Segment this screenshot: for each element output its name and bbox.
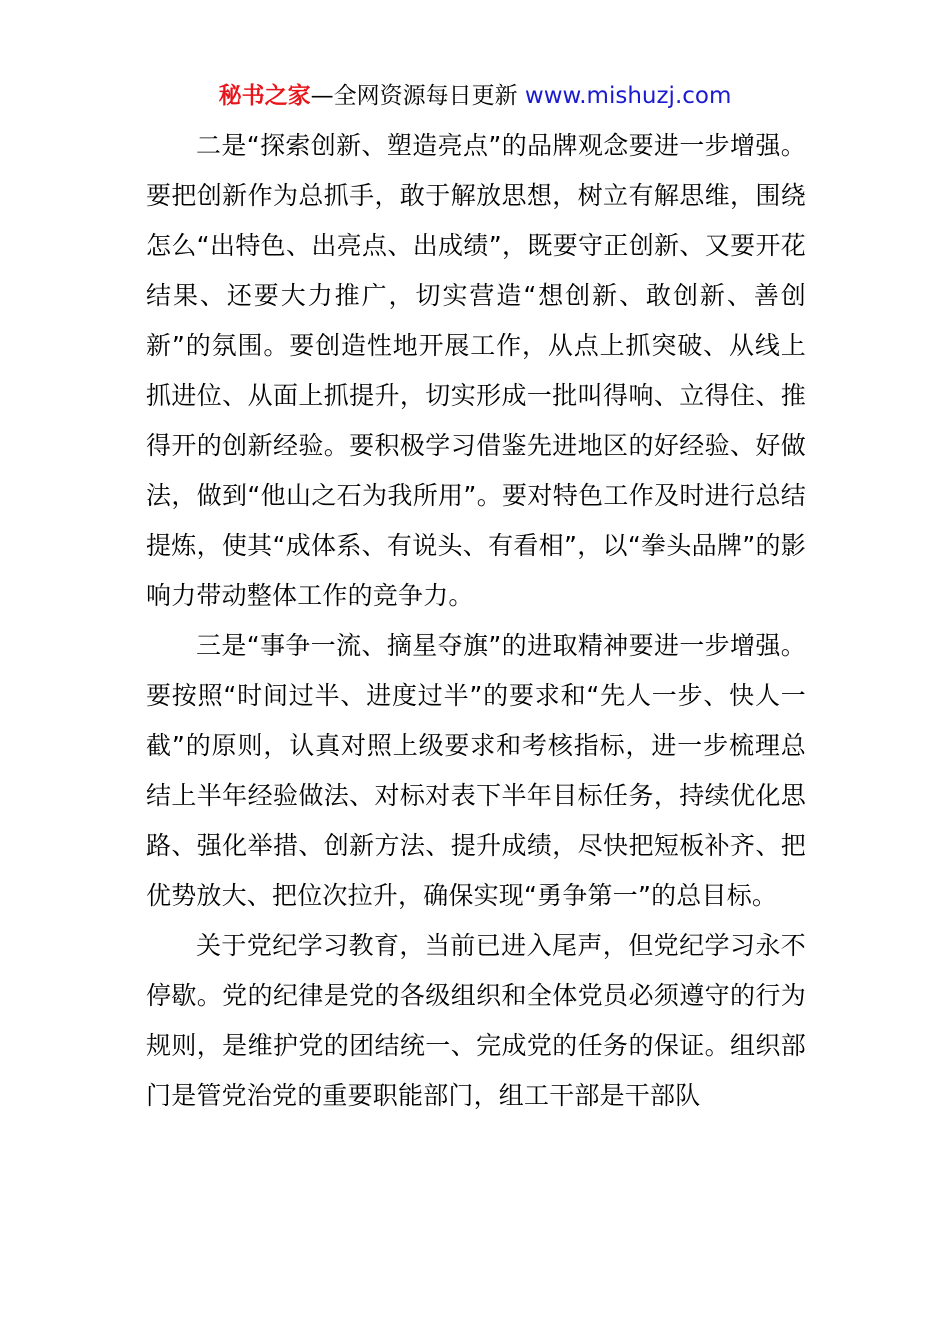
document-body — [146, 121, 806, 1121]
paragraph-innovation-brand: 二是“探索创新、塑造亮点”的品牌观念要进一步增强。要把创新作为总抓手，敢于解放思想，树立有解思维，围绕怎么“出特色、出亮点、出成绩”，既要守正创新、又要开花结果、还要大力推广，切实营造“想创新、敢创新、善创新”的氛围。要创造性地开展工作，从点上抓突破、从线上抓进位、从面上抓提升，切实形成一批叫得响、立得住、推得开的创新经验。要积极学习借鉴先进地区的好经验、好做法，做到“他山之石为我所用”。要对特色工作及时进行总结提炼，使其“成体系、有说头、有看相”，以“拳头品牌”的影响力带动整体工作的竞争力。 — [146, 131, 806, 610]
site-brand: 秘书之家 — [218, 83, 311, 109]
paragraph-striving-spirit: 三是“事争一流、摘星夺旗”的进取精神要进一步增强。要按照“时间过半、进度过半”的要求和“先人一步、快人一截”的原则，认真对照上级要求和考核指标，进一步梳理总结上半年经验做法、对标对表下半年目标任务，持续优化思路、强化举措、创新方法、提升成绩，尽快把短板补齐、把优势放大、把位次拉升，确保实现“勇争第一”的总目标。 — [146, 631, 806, 910]
site-tagline: —全网资源每日更新 — [310, 83, 525, 109]
page-header — [0, 80, 950, 112]
site-url-link[interactable]: www.mishuzj.com — [524, 83, 732, 109]
paragraph-party-discipline: 关于党纪学习教育，当前已进入尾声，但党纪学习永不停歇。党的纪律是党的各级组织和全体党员必须遵守的行为规则，是维护党的团结统一、完成党的任务的保证。组织部门是管党治党的重要职能部门，组工干部是干部队 — [146, 931, 806, 1110]
